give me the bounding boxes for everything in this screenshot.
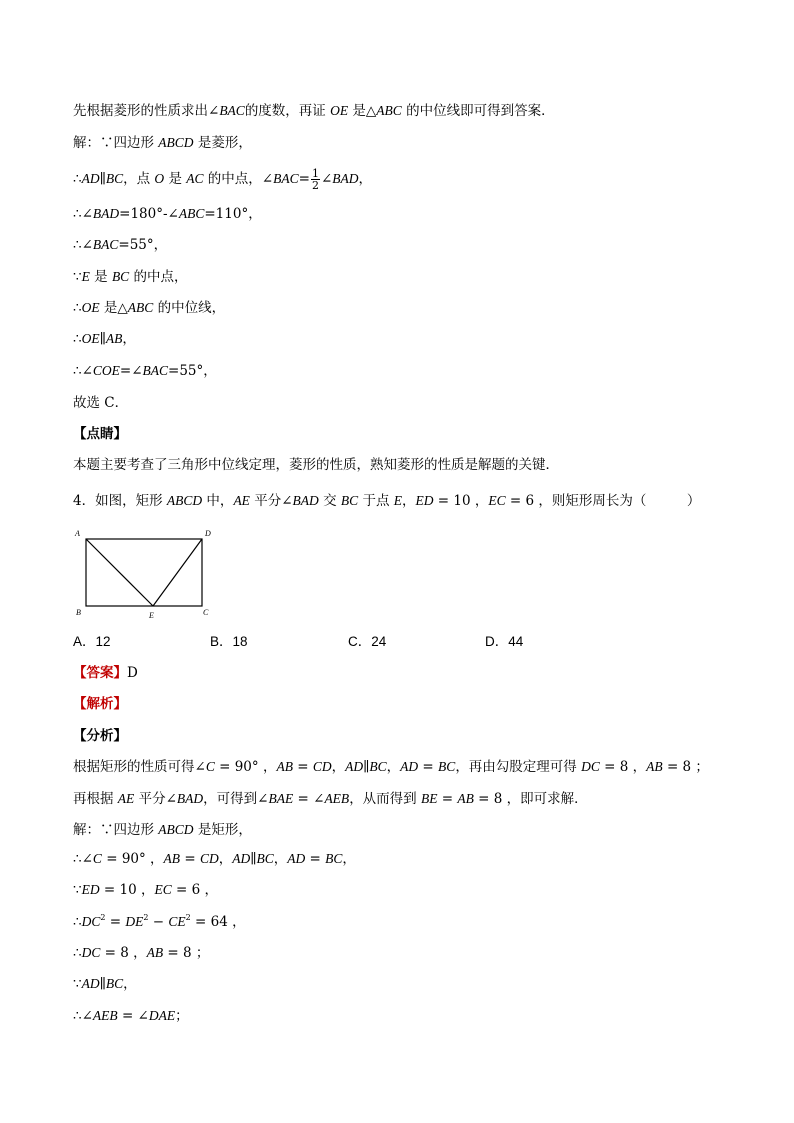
answer-tag: 【答案】 bbox=[73, 665, 127, 681]
label-e: E bbox=[149, 611, 154, 620]
label-b: B bbox=[76, 608, 81, 617]
label-a: A bbox=[75, 529, 80, 538]
label-d: D bbox=[205, 529, 211, 538]
section-heading-dianjing: 【点睛】 bbox=[73, 426, 127, 442]
text-line: ∴∠BAD=180°-∠ABC=110°， bbox=[73, 206, 262, 222]
option-b: B．18 bbox=[210, 634, 248, 649]
text-line: 解：∵四边形 ABCD 是矩形， bbox=[73, 822, 252, 838]
text-line: ∵E 是 BC 的中点， bbox=[73, 269, 188, 285]
option-a: A．12 bbox=[73, 634, 111, 649]
text-line: ∴∠BAC=55°， bbox=[73, 237, 168, 253]
segment-ed bbox=[153, 539, 202, 606]
text-line: 故选 C． bbox=[73, 395, 129, 411]
text-line: ∵ED = 10 ，EC = 6 ， bbox=[73, 882, 219, 898]
text-line: 解：∵四边形 ABCD 是菱形， bbox=[73, 135, 252, 151]
text-line: ∵AD∥BC， bbox=[73, 976, 137, 992]
text-line: ∴∠C = 90° ，AB = CD，AD∥BC，AD = BC， bbox=[73, 851, 356, 867]
text-line: ∴∠COE=∠BAC=55°， bbox=[73, 363, 217, 379]
text-line: 根据矩形的性质可得∠C = 90° ，AB = CD，AD∥BC，AD = BC，再由勾股定理可得 DC = 8 ，AB = 8 ； bbox=[73, 759, 709, 775]
text-line: $\therefore DC^2 = DE^2 - CE^2 = 64$ ， bbox=[73, 913, 246, 930]
text-line: 先根据菱形的性质求出∠BAC的度数，再证 OE 是△ABC 的中位线即可得到答案． bbox=[73, 103, 555, 119]
segment-ae bbox=[86, 539, 153, 606]
text-line: ∴∠AEB = ∠DAE； bbox=[73, 1008, 189, 1024]
answer-value: D bbox=[127, 665, 138, 681]
text-line: ∴AD∥BC，点 O 是 AC 的中点，∠BAC= $\frac{1}{2}$ ∠BAD， bbox=[73, 167, 372, 192]
fraction: $\frac{1}{2}$ bbox=[311, 167, 319, 192]
option-d: D．44 bbox=[485, 634, 524, 649]
text-line: 本题主要考查了三角形中位线定理，菱形的性质，熟知菱形的性质是解题的关键． bbox=[73, 457, 559, 473]
rectangle-abcd bbox=[86, 539, 202, 606]
text-line: ∴OE∥AB， bbox=[73, 331, 136, 347]
analysis-tag: 【解析】 bbox=[73, 696, 127, 712]
question-4: 4．如图，矩形 ABCD 中，AE 平分∠BAD 交 BC 于点 E，ED = 10 ，EC = 6 ，则矩形周长为（ ） bbox=[73, 493, 701, 509]
answer-line bbox=[73, 664, 138, 682]
rectangle-figure bbox=[72, 527, 217, 622]
text-line: ∴OE 是△ABC 的中位线， bbox=[73, 300, 226, 316]
text-line: 再根据 AE 平分∠BAD，可得到∠BAE = ∠AEB，从而得到 BE = AB = 8 ，即可求解． bbox=[73, 791, 588, 807]
fenxi-tag: 【分析】 bbox=[73, 728, 127, 744]
label-c: C bbox=[203, 608, 209, 617]
option-c: C．24 bbox=[348, 634, 387, 649]
text-line: ∴DC = 8 ，AB = 8 ； bbox=[73, 945, 210, 961]
